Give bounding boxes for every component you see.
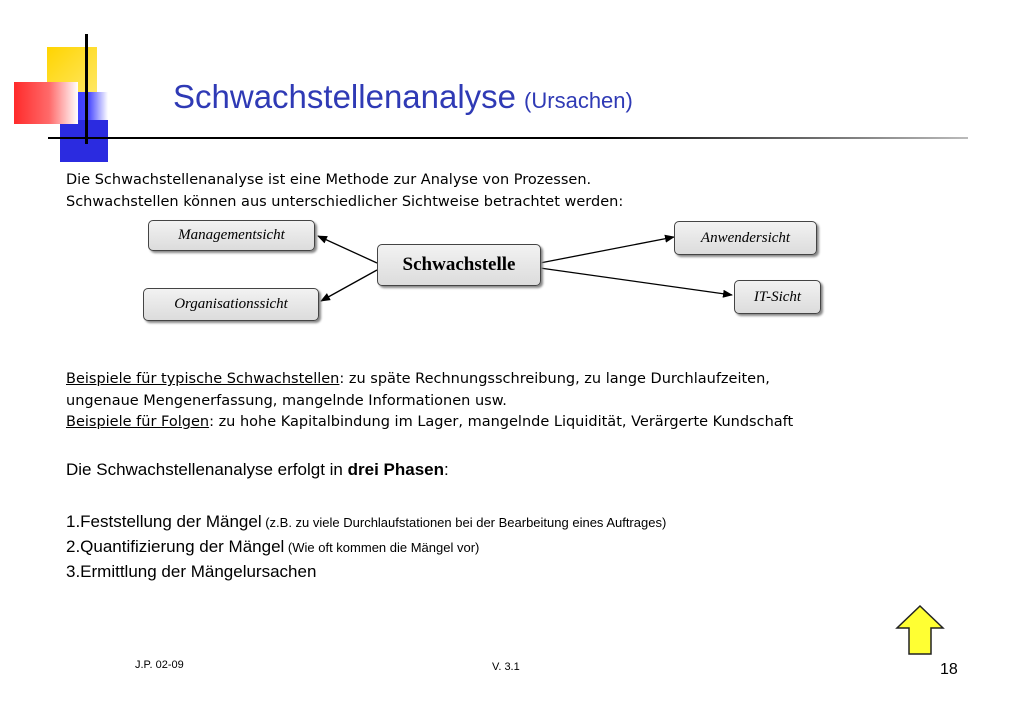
phase-item-2 bbox=[66, 537, 479, 557]
title-main: Schwachstellenanalyse bbox=[173, 78, 517, 115]
up-arrow-icon[interactable] bbox=[894, 604, 946, 656]
phase-item-1-label: 1.Feststellung der Mängel bbox=[66, 512, 262, 531]
examples-label-1: Beispiele für typische Schwachstellen bbox=[66, 371, 340, 387]
phases-intro-text: Die Schwachstellenanalyse erfolgt in bbox=[66, 460, 348, 479]
phases-intro-bold: drei Phasen bbox=[347, 460, 444, 479]
intro-line-1: Die Schwachstellenanalyse ist eine Methode zur Analyse von Prozessen. bbox=[66, 172, 592, 188]
node-schwachstelle: Schwachstelle bbox=[377, 244, 541, 286]
page-number: 18 bbox=[940, 661, 958, 678]
node-it-sicht: IT-Sicht bbox=[734, 280, 821, 314]
footer-version: V. 3.1 bbox=[492, 661, 520, 673]
phases-intro bbox=[66, 460, 449, 480]
title-sub: (Ursachen) bbox=[524, 88, 633, 113]
phase-item-3: 3.Ermittlung der Mängelursachen bbox=[66, 562, 317, 581]
phase-item-2-note: (Wie oft kommen die Mängel vor) bbox=[284, 540, 480, 555]
phase-item-2-label: 2.Quantifizierung der Mängel bbox=[66, 537, 285, 556]
phases-intro-colon: : bbox=[443, 460, 449, 479]
phase-item-1 bbox=[66, 512, 666, 532]
arrow-to-managementsicht bbox=[318, 236, 377, 263]
arrow-to-organisationssicht bbox=[321, 270, 377, 301]
examples-label-2: Beispiele für Folgen bbox=[66, 414, 210, 430]
intro-line-2: Schwachstellen können aus unterschiedlicher Sichtweise betrachtet werden: bbox=[66, 194, 624, 210]
footer-author: J.P. 02-09 bbox=[135, 659, 184, 671]
examples-line-1 bbox=[66, 371, 770, 387]
examples-text-1: : zu späte Rechnungsschreibung, zu lange Durchlaufzeiten, bbox=[339, 371, 770, 387]
node-anwendersicht: Anwendersicht bbox=[674, 221, 817, 255]
node-managementsicht: Managementsicht bbox=[148, 220, 315, 251]
phase-item-1-note: (z.B. zu viele Durchlaufstationen bei der Bearbeitung eines Auftrages) bbox=[261, 515, 667, 530]
examples-line-3 bbox=[66, 414, 793, 430]
examples-text-2: : zu hohe Kapitalbindung im Lager, mangelnde Liquidität, Verärgerte Kundschaft bbox=[209, 414, 794, 430]
arrow-to-it-sicht bbox=[540, 268, 732, 295]
node-organisationssicht: Organisationssicht bbox=[143, 288, 319, 321]
examples-line-2: ungenaue Mengenerfassung, mangelnde Informationen usw. bbox=[66, 393, 507, 409]
arrow-to-anwendersicht bbox=[540, 237, 674, 263]
